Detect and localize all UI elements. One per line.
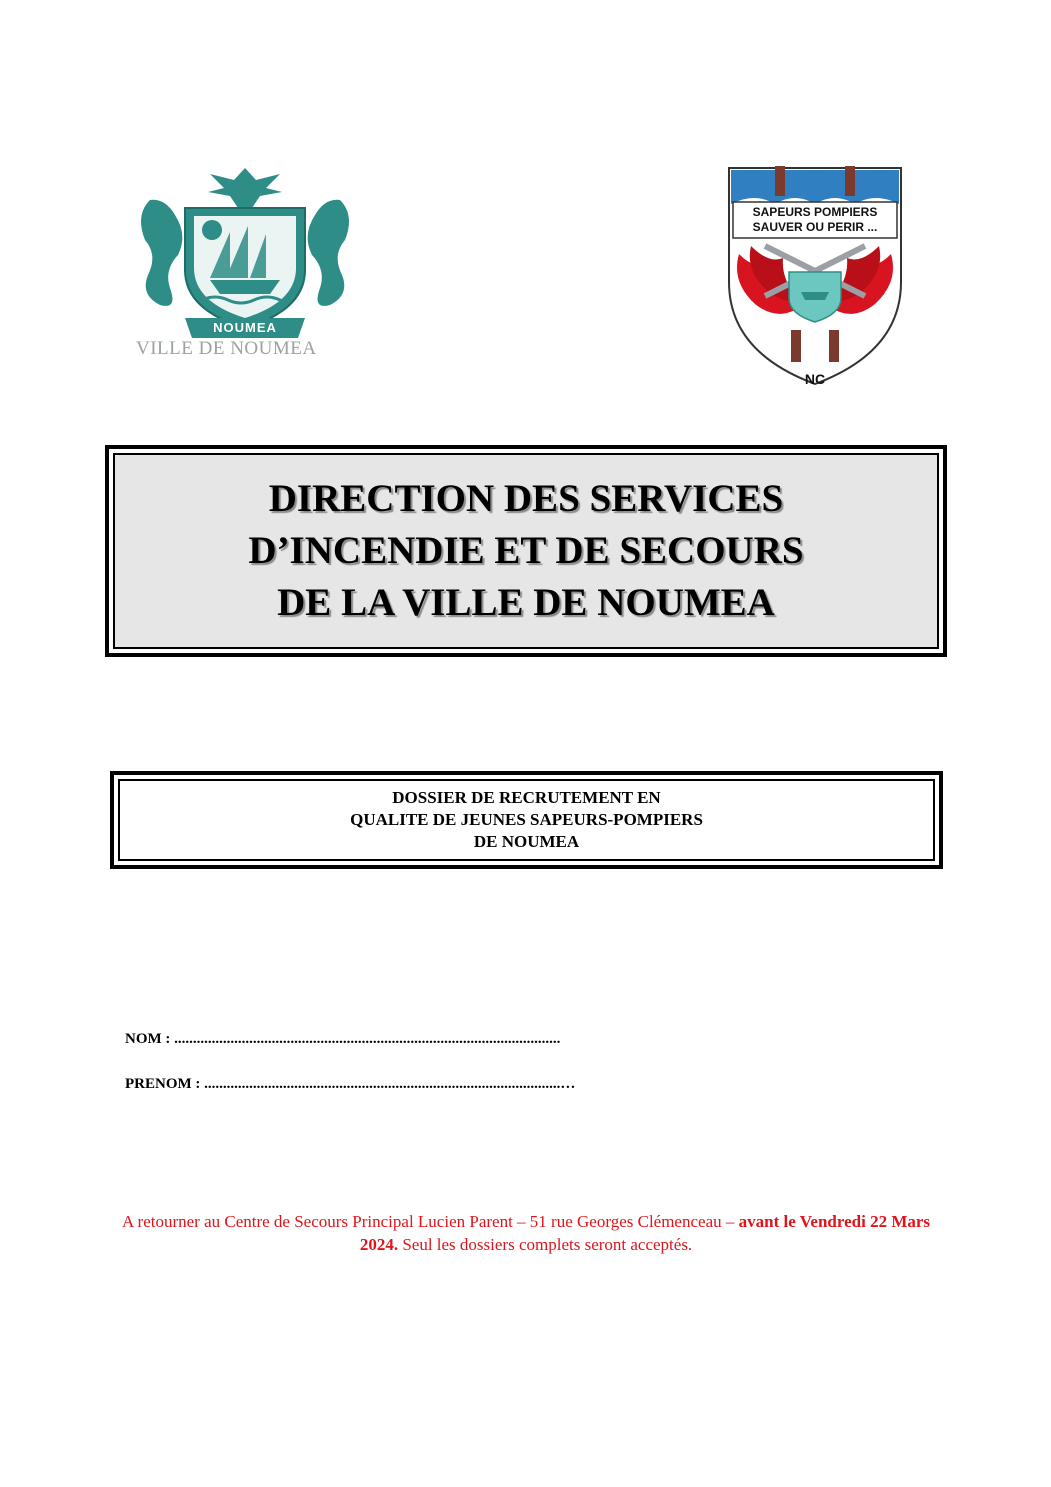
return-notice (120, 1210, 932, 1256)
title-line-1: DIRECTION DES SERVICES (268, 477, 784, 520)
title-line-2: D’INCENDIE ET DE SECOURS (248, 529, 804, 572)
pompiers-motto-line1: SAPEURS POMPIERS (752, 205, 878, 219)
noumea-coat-of-arms-icon (130, 160, 360, 340)
notice-part-1: A retourner au Centre de Secours Principal Lucien Parent – 51 rue Georges Clémenceau – (121, 1212, 739, 1231)
title-line-3: DE LA VILLE DE NOUMEA (277, 581, 775, 624)
nom-field[interactable]: NOM : ....................................................................................................... (125, 1031, 561, 1047)
pompiers-motto (733, 205, 897, 235)
notice-deadline: avant le Vendredi 22 Mars 2024. (359, 1212, 931, 1254)
subtitle-line-2: QUALITE DE JEUNES SAPEURS-POMPIERS (350, 810, 703, 829)
noumea-banner-text: NOUMEA (213, 320, 277, 335)
subtitle-line-3: DE NOUMEA (473, 832, 580, 851)
sapeurs-pompiers-logo (725, 162, 905, 394)
subtitle-box-inner (118, 779, 935, 861)
prenom-field[interactable]: PRENOM : ...............................................................................................… (125, 1076, 576, 1092)
noumea-logo (130, 160, 360, 365)
pompiers-motto-line2: SAUVER OU PERIR ... (752, 220, 878, 234)
pompiers-code: NC (804, 371, 826, 387)
title-box (105, 445, 947, 657)
noumea-caption: VILLE DE NOUMEA (136, 338, 317, 359)
subtitle-box (110, 771, 943, 869)
notice-part-2: Seul les dossiers complets seront acceptés. (398, 1235, 693, 1254)
sapeurs-pompiers-badge-icon (725, 162, 905, 394)
subtitle-line-1: DOSSIER DE RECRUTEMENT EN (392, 788, 661, 807)
title-box-inner (113, 453, 939, 649)
